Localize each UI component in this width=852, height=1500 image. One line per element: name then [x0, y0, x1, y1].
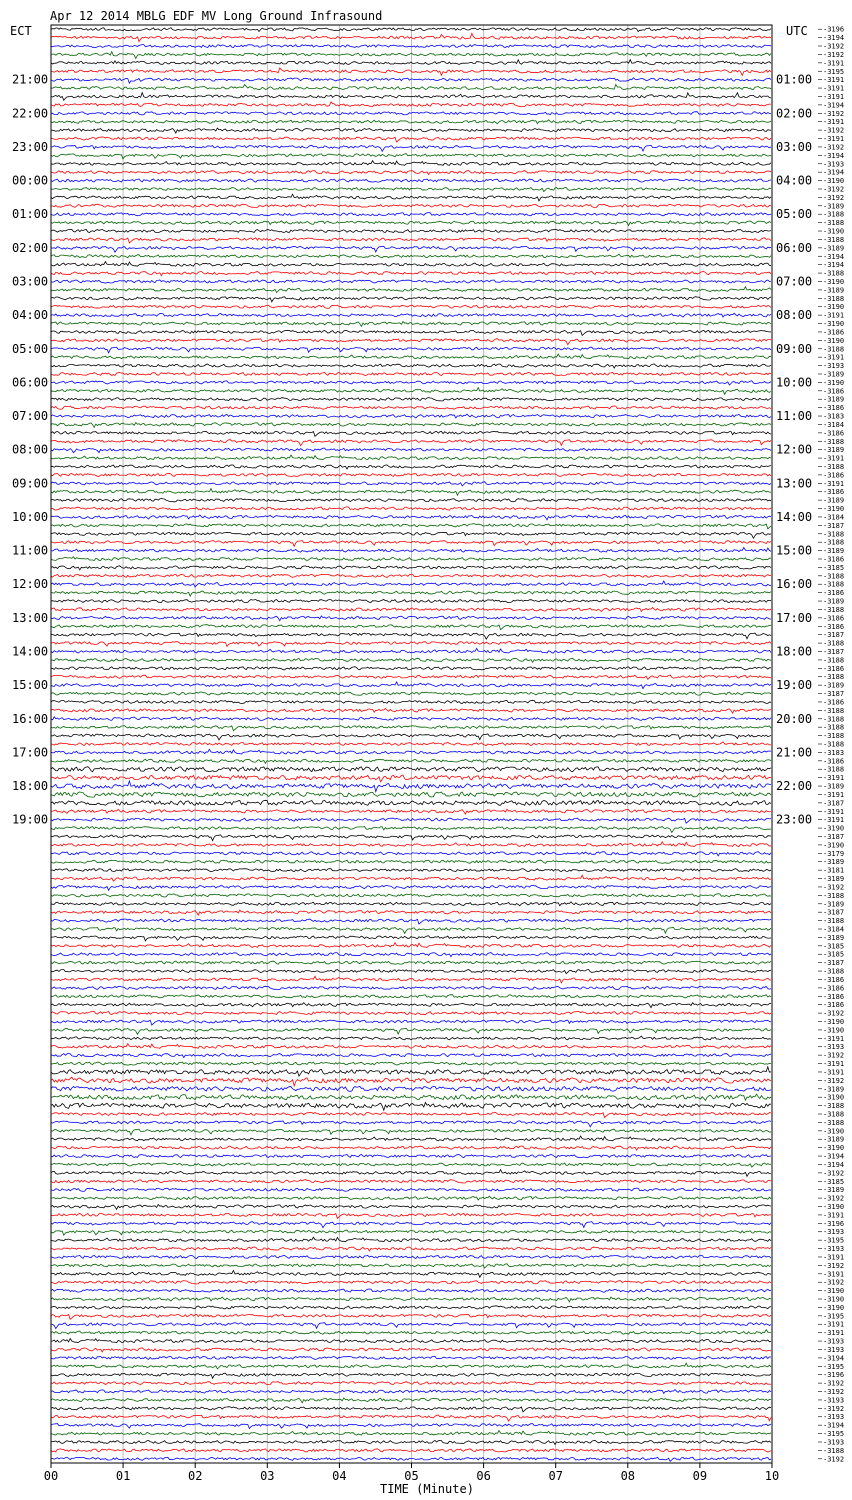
- trace-offset-label: -3194: [823, 252, 845, 261]
- trace-offset-label: -3188: [823, 219, 845, 228]
- trace-offset-label: -3188: [823, 606, 845, 614]
- trace-offset-label: -3186: [823, 757, 845, 766]
- right-hour-label: 19:00: [776, 678, 813, 693]
- right-hour-label: 07:00: [776, 274, 813, 289]
- right-hour-label: 15:00: [776, 543, 813, 558]
- x-tick-label: 01: [115, 1469, 131, 1483]
- trace-offset-label: -3191: [823, 135, 845, 143]
- right-hour-label: 05:00: [776, 207, 813, 222]
- trace-offset-label: -3190: [823, 336, 845, 345]
- trace-offset-label: -3195: [823, 1312, 845, 1321]
- trace-offset-label: -3196: [823, 25, 845, 34]
- trace-offset-label: -3191: [823, 1060, 845, 1069]
- trace-offset-label: -3186: [823, 429, 845, 438]
- trace-offset-label: -3192: [823, 1404, 845, 1413]
- trace-offset-label: -3188: [823, 345, 845, 354]
- trace-offset-label: -3186: [823, 404, 845, 413]
- left-timezone-label: ECT: [10, 24, 32, 38]
- left-hour-label: 10:00: [12, 509, 49, 524]
- x-axis-label: TIME (Minute): [380, 1482, 474, 1496]
- trace-offset-label: -3186: [823, 471, 845, 480]
- trace-offset-label: -3187: [823, 690, 845, 698]
- trace-offset-label: -3188: [823, 723, 845, 732]
- x-tick-label: 08: [620, 1469, 636, 1483]
- trace-offset-label: -3188: [823, 706, 845, 715]
- right-hour-label: 10:00: [776, 375, 813, 390]
- trace-offset-label: -3188: [823, 656, 845, 665]
- trace-offset-label: -3191: [823, 1329, 845, 1338]
- right-hour-label: 12:00: [776, 442, 813, 457]
- trace-offset-label: -3183: [823, 748, 845, 757]
- trace-offset-label: -3189: [823, 1186, 845, 1195]
- trace-offset-label: -3185: [823, 950, 845, 959]
- trace-offset-label: -3186: [823, 1001, 845, 1010]
- left-hour-label: 23:00: [12, 139, 49, 154]
- trace-offset-label: -3189: [823, 900, 845, 909]
- trace-offset-label: -3194: [823, 101, 845, 110]
- trace-offset-label: -3189: [823, 496, 845, 505]
- trace-offset-label: -3188: [823, 765, 845, 774]
- trace-offset-label: -3192: [823, 143, 845, 152]
- trace-offset-label: -3186: [823, 555, 845, 564]
- left-hour-label: 09:00: [12, 476, 49, 491]
- trace-offset-label: -3193: [823, 160, 845, 169]
- trace-offset-label: -3192: [823, 1379, 845, 1388]
- trace-offset-label: -3191: [823, 1253, 845, 1262]
- trace-offset-label: -3194: [823, 1152, 845, 1161]
- trace-offset-label: -3187: [823, 908, 845, 917]
- trace-offset-label: -3191: [823, 84, 845, 93]
- trace-offset-label: -3193: [823, 1337, 845, 1346]
- trace-offset-label: -3193: [823, 362, 845, 371]
- left-hour-label: 07:00: [12, 409, 49, 423]
- trace-offset-label: -3187: [823, 648, 845, 656]
- trace-offset-label: -3192: [823, 1278, 845, 1287]
- trace-offset-label: -3195: [823, 1362, 845, 1371]
- trace-offset-label: -3192: [823, 1388, 845, 1396]
- trace-offset-label: -3189: [823, 446, 845, 455]
- trace-offset-label: -3195: [823, 1430, 845, 1439]
- trace-offset-label: -3190: [823, 824, 845, 833]
- right-hour-label: 11:00: [776, 409, 813, 423]
- trace-offset-label: -3193: [823, 1346, 845, 1354]
- trace-offset-label: -3192: [823, 185, 845, 194]
- trace-offset-label: -3189: [823, 858, 845, 867]
- right-hour-label: 02:00: [776, 106, 813, 121]
- trace-offset-label: -3186: [823, 976, 845, 984]
- trace-offset-label: -3185: [823, 1177, 845, 1186]
- trace-offset-label: -3196: [823, 1219, 845, 1228]
- trace-offset-label: -3188: [823, 1110, 845, 1119]
- trace-offset-label: -3194: [823, 34, 845, 43]
- trace-offset-label: -3188: [823, 732, 845, 741]
- trace-offset-label: -3189: [823, 681, 845, 690]
- trace-offset-label: -3193: [823, 1245, 845, 1254]
- trace-offset-label: -3194: [823, 1421, 845, 1430]
- trace-offset-label: -3189: [823, 933, 845, 942]
- right-hour-label: 20:00: [776, 711, 813, 726]
- trace-offset-label: -3187: [823, 833, 845, 841]
- right-hour-label: 06:00: [776, 240, 813, 255]
- chart-title: Apr 12 2014 MBLG EDF MV Long Ground Infrasound: [50, 9, 383, 23]
- x-tick-label: 10: [764, 1469, 780, 1483]
- trace-offset-label: -3195: [823, 1236, 845, 1245]
- trace-offset-label: -3188: [823, 740, 845, 749]
- trace-offset-label: -3187: [823, 799, 845, 808]
- trace-offset-label: -3188: [823, 463, 845, 471]
- trace-offset-label: -3190: [823, 1295, 845, 1304]
- trace-offset-label: -3189: [823, 1085, 845, 1094]
- trace-offset-label: -3191: [823, 59, 845, 68]
- left-hour-label: 03:00: [12, 274, 49, 289]
- trace-offset-label: -3191: [823, 93, 845, 101]
- x-tick-label: 09: [692, 1469, 708, 1483]
- trace-offset-label: -3191: [823, 791, 845, 799]
- trace-offset-label: -3191: [823, 816, 845, 825]
- left-hour-label: 22:00: [12, 106, 49, 121]
- trace-offset-label: -3188: [823, 917, 845, 926]
- trace-offset-label: -3190: [823, 1026, 845, 1035]
- right-hour-label: 09:00: [776, 341, 813, 356]
- trace-offset-label: -3190: [823, 278, 845, 286]
- trace-offset-label: -3188: [823, 235, 845, 244]
- trace-offset-label: -3189: [823, 597, 845, 606]
- right-hour-label: 08:00: [776, 308, 813, 323]
- trace-offset-label: -3191: [823, 807, 845, 816]
- left-hour-label: 13:00: [12, 610, 49, 625]
- trace-offset-label: -3188: [823, 437, 845, 446]
- right-hour-label: 03:00: [776, 139, 813, 154]
- trace-offset-label: -3190: [823, 505, 845, 513]
- trace-offset-label: -3189: [823, 875, 845, 883]
- right-hour-label: 04:00: [776, 173, 813, 188]
- trace-offset-label: -3193: [823, 1228, 845, 1237]
- trace-offset-label: -3192: [823, 1455, 845, 1464]
- trace-offset-label: -3192: [823, 42, 845, 51]
- trace-offset-label: -3196: [823, 1371, 845, 1380]
- trace-offset-label: -3192: [823, 109, 845, 118]
- left-hour-label: 17:00: [12, 745, 49, 760]
- trace-offset-label: -3188: [823, 210, 845, 219]
- trace-offset-label: -3190: [823, 1127, 845, 1136]
- trace-offset-label: -3186: [823, 328, 845, 337]
- left-hour-label: 16:00: [12, 711, 49, 726]
- trace-offset-label: -3191: [823, 118, 845, 127]
- trace-offset-label: -3187: [823, 631, 845, 640]
- trace-offset-label: -3191: [823, 311, 845, 320]
- trace-offset-label: -3192: [823, 1194, 845, 1203]
- trace-offset-label: -3191: [823, 353, 845, 362]
- trace-offset-label: -3191: [823, 774, 845, 783]
- trace-offset-label: -3194: [823, 261, 845, 270]
- trace-offset-label: -3183: [823, 412, 845, 421]
- x-tick-label: 00: [43, 1469, 59, 1483]
- right-hour-label: 21:00: [776, 745, 813, 760]
- trace-offset-label: -3194: [823, 168, 845, 177]
- trace-offset-label: -3188: [823, 1118, 845, 1127]
- trace-offset-label: -3188: [823, 673, 845, 682]
- trace-offset-label: -3193: [823, 1043, 845, 1052]
- left-hour-label: 02:00: [12, 240, 49, 255]
- trace-offset-label: -3192: [823, 50, 845, 59]
- trace-offset-label: -3192: [823, 1261, 845, 1270]
- left-hour-label: 19:00: [12, 812, 49, 827]
- left-hour-label: 15:00: [12, 678, 49, 693]
- right-hour-label: 18:00: [776, 644, 813, 659]
- trace-offset-label: -3192: [823, 126, 845, 135]
- trace-offset-label: -3185: [823, 563, 845, 572]
- trace-offset-label: -3189: [823, 1135, 845, 1144]
- trace-offset-label: -3189: [823, 202, 845, 211]
- trace-offset-label: -3184: [823, 420, 845, 429]
- trace-offset-label: -3186: [823, 488, 845, 497]
- trace-offset-label: -3193: [823, 1413, 845, 1422]
- trace-offset-label: -3191: [823, 76, 845, 85]
- trace-offset-label: -3188: [823, 967, 845, 976]
- trace-offset-label: -3195: [823, 67, 845, 76]
- right-hour-label: 22:00: [776, 779, 813, 793]
- x-tick-label: 05: [404, 1469, 419, 1483]
- left-hour-label: 12:00: [12, 577, 49, 592]
- trace-offset-label: -3186: [823, 984, 845, 993]
- trace-offset-label: -3193: [823, 1396, 845, 1405]
- right-hour-label: 01:00: [776, 72, 813, 87]
- left-hour-label: 21:00: [12, 72, 49, 87]
- trace-offset-label: -3185: [823, 942, 845, 951]
- trace-offset-label: -3184: [823, 925, 845, 934]
- trace-offset-label: -3191: [823, 1211, 845, 1220]
- trace-offset-label: -3186: [823, 698, 845, 707]
- right-timezone-label: UTC: [786, 24, 808, 38]
- trace-offset-label: -3188: [823, 572, 845, 581]
- trace-offset-label: -3189: [823, 782, 845, 791]
- trace-offset-label: -3193: [823, 1438, 845, 1447]
- trace-offset-label: -3194: [823, 151, 845, 160]
- trace-offset-label: -3190: [823, 378, 845, 387]
- trace-offset-label: -3188: [823, 1102, 845, 1111]
- trace-offset-label: -3188: [823, 1446, 845, 1455]
- trace-offset-label: -3191: [823, 454, 845, 463]
- trace-offset-label: -3192: [823, 1169, 845, 1178]
- trace-offset-label: -3189: [823, 244, 845, 253]
- trace-offset-label: -3179: [823, 849, 845, 858]
- left-hour-label: 18:00: [12, 779, 49, 793]
- trace-offset-label: -3187: [823, 959, 845, 968]
- trace-offset-label: -3190: [823, 1203, 845, 1211]
- trace-offset-label: -3186: [823, 614, 845, 623]
- trace-offset-label: -3186: [823, 664, 845, 673]
- trace-offset-label: -3188: [823, 891, 845, 900]
- right-hour-label: 16:00: [776, 577, 813, 592]
- left-hour-label: 08:00: [12, 442, 49, 457]
- trace-offset-label: -3184: [823, 513, 845, 522]
- trace-offset-label: -3189: [823, 395, 845, 404]
- trace-offset-label: -3194: [823, 1354, 845, 1363]
- trace-offset-label: -3190: [823, 320, 845, 328]
- trace-offset-label: -3190: [823, 1093, 845, 1102]
- x-tick-label: 07: [548, 1469, 563, 1483]
- trace-offset-label: -3192: [823, 883, 845, 892]
- trace-offset-label: -3192: [823, 1051, 845, 1060]
- right-hour-label: 14:00: [776, 509, 813, 524]
- left-hour-label: 00:00: [12, 173, 49, 188]
- trace-offset-label: -3188: [823, 538, 845, 547]
- trace-offset-label: -3190: [823, 1287, 845, 1296]
- trace-offset-label: -3192: [823, 1076, 845, 1085]
- left-hour-label: 04:00: [12, 308, 49, 323]
- trace-offset-label: -3186: [823, 589, 845, 598]
- trace-offset-label: -3187: [823, 521, 845, 530]
- trace-offset-label: -3186: [823, 622, 845, 631]
- trace-offset-label: -3190: [823, 303, 845, 312]
- left-hour-label: 11:00: [12, 543, 49, 558]
- left-hour-label: 01:00: [12, 207, 49, 222]
- trace-offset-label: -3190: [823, 1144, 845, 1153]
- trace-offset-label: -3188: [823, 580, 845, 589]
- right-hour-label: 13:00: [776, 476, 813, 491]
- trace-offset-label: -3190: [823, 227, 845, 236]
- trace-offset-label: -3191: [823, 1034, 845, 1043]
- trace-offset-label: -3189: [823, 547, 845, 556]
- x-tick-label: 02: [187, 1469, 203, 1483]
- trace-offset-label: -3181: [823, 866, 845, 875]
- trace-offset-label: -3188: [823, 715, 845, 724]
- left-hour-label: 14:00: [12, 644, 49, 659]
- trace-offset-label: -3188: [823, 269, 845, 278]
- left-hour-label: 05:00: [12, 341, 49, 356]
- x-tick-label: 04: [332, 1469, 347, 1483]
- trace-offset-label: -3190: [823, 841, 845, 850]
- trace-offset-label: -3190: [823, 1018, 845, 1026]
- trace-offset-label: -3190: [823, 177, 845, 186]
- x-tick-label: 06: [476, 1469, 491, 1483]
- trace-offset-label: -3192: [823, 193, 845, 202]
- trace-offset-label: -3188: [823, 294, 845, 303]
- trace-offset-label: -3191: [823, 1320, 845, 1329]
- trace-offset-label: -3191: [823, 1068, 845, 1077]
- trace-offset-label: -3188: [823, 639, 845, 648]
- trace-offset-label: -3194: [823, 1161, 845, 1169]
- left-hour-label: 06:00: [12, 375, 49, 390]
- trace-offset-label: -3191: [823, 479, 845, 488]
- trace-offset-label: -3188: [823, 530, 845, 539]
- right-hour-label: 23:00: [776, 812, 813, 827]
- trace-offset-label: -3189: [823, 370, 845, 379]
- trace-offset-label: -3186: [823, 387, 845, 396]
- trace-offset-label: -3192: [823, 1009, 845, 1018]
- x-tick-label: 03: [260, 1469, 275, 1483]
- trace-offset-label: -3186: [823, 992, 845, 1001]
- trace-offset-label: -3189: [823, 286, 845, 295]
- trace-offset-label: -3190: [823, 1303, 845, 1312]
- right-hour-label: 17:00: [776, 610, 813, 625]
- trace-offset-label: -3191: [823, 1270, 845, 1279]
